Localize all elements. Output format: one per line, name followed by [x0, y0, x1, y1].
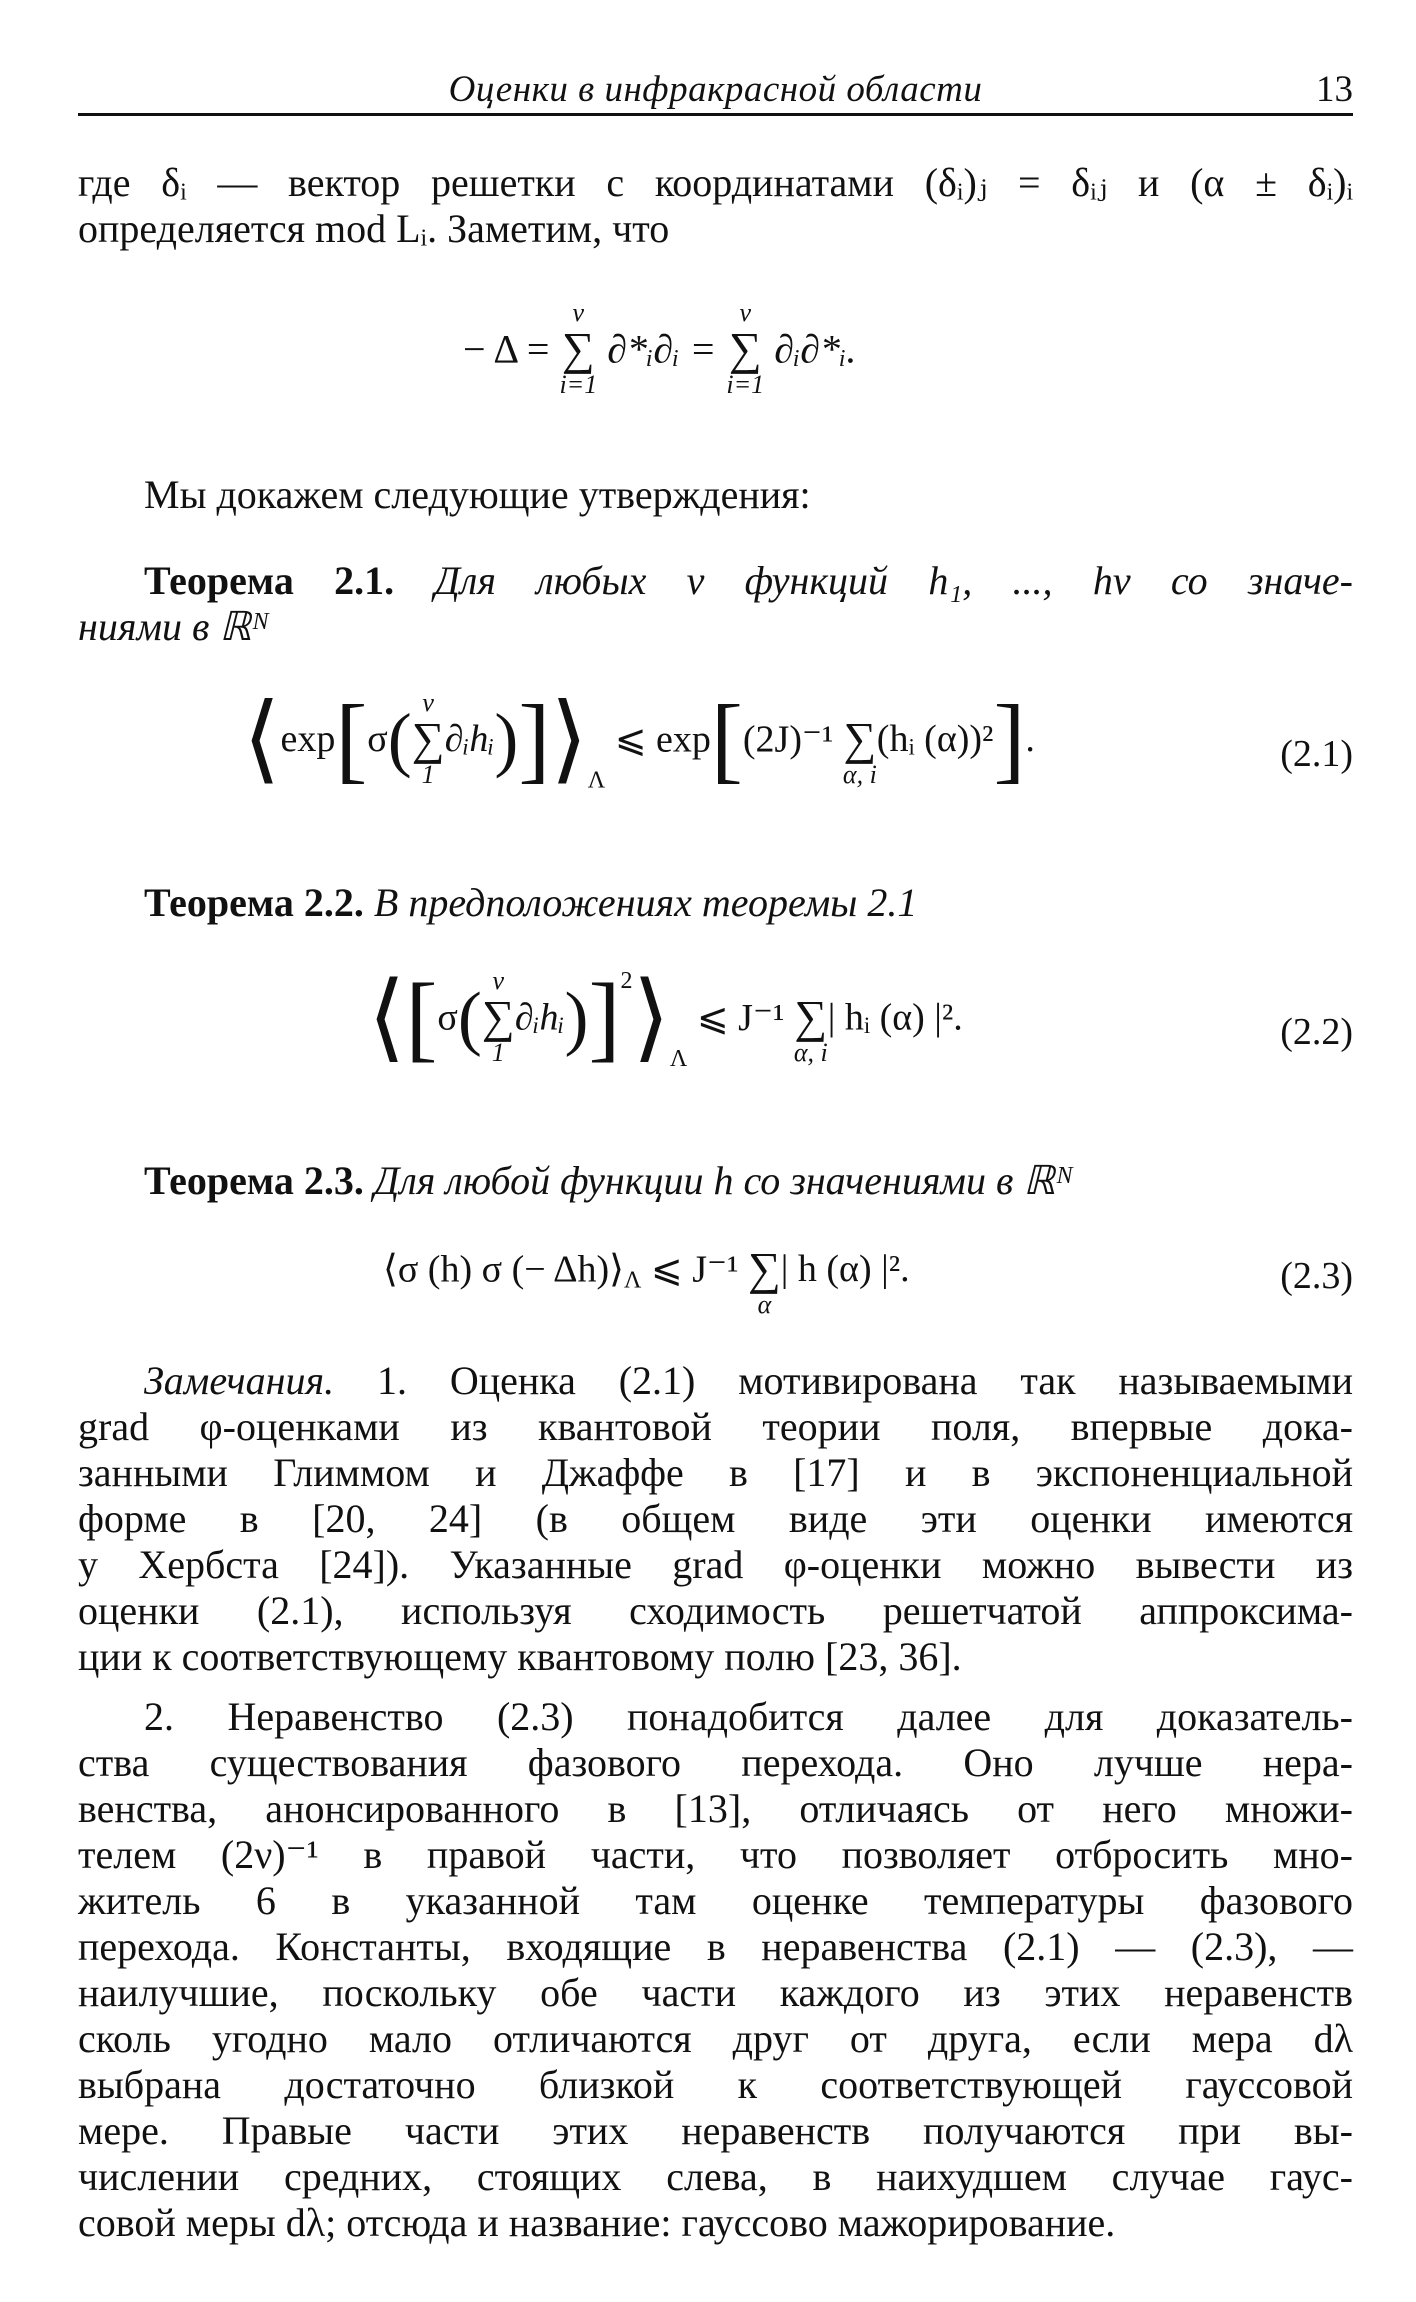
claim-intro: [78, 472, 1353, 518]
remark-line: 2. Неравенство (2.3) понадобится далее для доказатель-: [144, 1694, 1353, 1739]
equation-2-1: [78, 685, 1353, 840]
theorem-label: Теорема 2.3.: [144, 1158, 364, 1203]
remarks-label: Замечания.: [144, 1358, 335, 1403]
inner-term: ∂ᵢhᵢ: [444, 718, 495, 760]
summation-sign: ∑ α, i: [793, 991, 828, 1068]
running-title: Оценки в инфракрасной области: [448, 69, 983, 110]
laplacian-term-2: ∂ᵢ∂*ᵢ.: [774, 326, 857, 372]
remark-line: ства существования фазового перехода. Оно лучше нера-: [78, 1740, 1353, 1785]
page-number: 13: [1316, 69, 1353, 110]
exp-label: exp: [280, 718, 336, 760]
square-bracket-open: [: [335, 685, 368, 792]
square-bracket-close: ]: [518, 685, 551, 792]
relation-sign: ⩽ J⁻¹: [650, 1248, 739, 1291]
remark-line: совой меры dλ; отсюда и название: гауссово мажорирование.: [78, 2200, 1116, 2245]
power-superscript: 2: [620, 968, 633, 994]
theorem-statement: Для любых ν функций h₁, ..., hν со значе-: [434, 558, 1354, 603]
square-bracket-close: ]: [993, 685, 1026, 792]
remark-line: у Хербста [24]). Указанные grad φ-оценки можно вывести из: [78, 1542, 1353, 1587]
lambda-subscript: Λ: [587, 767, 606, 794]
remark-line: телем (2ν)⁻¹ в правой части, что позволяет отбросить мно-: [78, 1832, 1353, 1877]
remark-line: выбрана достаточно близкой к соответствующей гауссовой: [78, 2062, 1353, 2107]
square-bracket-open: [: [710, 685, 743, 792]
lhs-term: ⟨σ (h) σ (− Δh)⟩: [383, 1248, 625, 1291]
remark-line: сколь угодно мало отличаются друг от друга, если мера dλ: [78, 2016, 1353, 2061]
summation-sign: ν ∑ i=1: [559, 298, 598, 399]
angle-bracket-close: ⟩: [550, 685, 588, 792]
theorem-statement: В предположениях теоремы 2.1: [373, 880, 918, 925]
header-rule: [78, 113, 1353, 116]
summation-sign: ν ∑ 1: [411, 688, 445, 789]
remark-1: [78, 1358, 1353, 1680]
rhs-term: | hᵢ (α) |².: [827, 996, 963, 1039]
remark-line: занными Глиммом и Джаффе в [17] и в экспоненциальной: [78, 1450, 1353, 1495]
sum-lower-limit: 1: [421, 760, 435, 789]
sum-lower-limit: α: [757, 1290, 772, 1319]
claim-intro-text: Мы докажем следующие утверждения:: [144, 472, 811, 517]
theorem-2-3: [78, 1158, 1353, 1204]
remark-line: grad φ-оценками из квантовой теории поля, впервые дока-: [78, 1404, 1353, 1449]
theorem-line: [78, 880, 1353, 926]
remark-line: перехода. Константы, входящие в неравенства (2.1) — (2.3), —: [78, 1924, 1353, 1969]
sum-lower-limit: i=1: [559, 370, 598, 399]
sum-upper-limit: ν: [739, 298, 752, 327]
intro-paragraph: [78, 160, 1353, 252]
remark-line: ции к соответствующему квантовому полю [23, 36].: [78, 1634, 962, 1679]
summation-sign: ν ∑ 1: [481, 966, 515, 1068]
remark-line: венства, анонсированного в [13], отличаясь от него множи-: [78, 1786, 1353, 1831]
equation-end: .: [1025, 718, 1035, 760]
paren-open: (: [387, 699, 412, 779]
laplacian-term-1: ∂*ᵢ∂ᵢ =: [607, 326, 717, 372]
theorem-2-1: [78, 558, 1353, 650]
remark-line: [78, 1358, 1353, 1404]
square-bracket-open: [: [405, 963, 438, 1071]
laplacian-equation: [78, 300, 1353, 430]
intro-line: где δᵢ — вектор решетки с координатами (δᵢ)ⱼ = δᵢⱼ и (α ± δᵢ)ᵢ: [78, 160, 1353, 205]
sigma-symbol: σ: [367, 718, 388, 760]
lambda-subscript: Λ: [669, 1046, 688, 1072]
theorem-label: Теорема 2.1.: [144, 558, 395, 603]
remark-line: форме в [20, 24] (в общем виде эти оценки имеются: [78, 1496, 1353, 1541]
relation-sign: ⩽ exp: [614, 718, 711, 761]
sum-lower-limit: α, i: [842, 760, 877, 789]
sum-lower-limit: α, i: [793, 1038, 828, 1068]
sum-upper-limit: ν: [572, 298, 585, 327]
equation-2-3: [78, 1220, 1353, 1330]
inner-term: ∂ᵢhᵢ: [514, 996, 565, 1039]
remark-line: житель 6 в указанной там оценке температуры фазового: [78, 1878, 1353, 1923]
laplacian-lhs: − Δ =: [463, 326, 550, 372]
relation-sign: ⩽ J⁻¹: [696, 996, 785, 1039]
sum-upper-limit: ν: [492, 966, 505, 996]
paren-close: ): [564, 977, 589, 1058]
equation-number: (2.2): [1280, 1011, 1353, 1053]
paren-open: (: [457, 977, 482, 1058]
equation-number: (2.3): [1280, 1255, 1353, 1297]
sum-lower-limit: 1: [491, 1038, 505, 1068]
remark-text: 1. Оценка (2.1) мотивирована так называемыми: [376, 1358, 1353, 1403]
running-header: [78, 58, 1353, 118]
sum-upper-limit: ν: [422, 688, 434, 717]
square-bracket-close: ]: [588, 963, 621, 1071]
rhs-factor: (2J)⁻¹: [742, 718, 834, 761]
intro-line: определяется mod Lᵢ. Заметим, что: [78, 206, 670, 251]
sigma-symbol: σ: [437, 996, 458, 1039]
theorem-label: Теорема 2.2.: [144, 880, 364, 925]
angle-bracket-close: ⟩: [632, 963, 670, 1071]
angle-bracket-open: ⟨: [243, 685, 281, 792]
theorem-statement: ниями в ℝᴺ: [78, 604, 270, 649]
remark-line: оценки (2.1), используя сходимость решетчатой аппроксима-: [78, 1588, 1353, 1633]
rhs-term: (hᵢ (α))²: [876, 718, 994, 760]
angle-bracket-open: ⟨: [368, 963, 406, 1071]
equation-number: (2.1): [1280, 733, 1353, 775]
theorem-line: [78, 558, 1353, 604]
summation-sign: ν ∑ i=1: [726, 298, 765, 399]
lambda-subscript: Λ: [624, 1267, 642, 1294]
remark-line: числении средних, стоящих слева, в наихудшем случае гаус-: [78, 2154, 1353, 2199]
sum-lower-limit: i=1: [726, 370, 765, 399]
summation-sign: ∑ α, i: [842, 713, 877, 789]
theorem-line: [78, 1158, 1353, 1204]
summation-sign: ∑ α: [748, 1243, 781, 1319]
theorem-statement: Для любой функции h со значениями в ℝᴺ: [373, 1158, 1074, 1203]
remark-line: наилучшие, поскольку обе части каждого из этих неравенств: [78, 1970, 1353, 2015]
equation-2-2: [78, 963, 1353, 1118]
paren-close: ): [494, 699, 519, 779]
remark-2: [78, 1694, 1353, 2246]
theorem-2-2: [78, 880, 1353, 926]
remark-line: мере. Правые части этих неравенств получаются при вы-: [78, 2108, 1353, 2153]
rhs-term: | h (α) |².: [780, 1248, 910, 1290]
